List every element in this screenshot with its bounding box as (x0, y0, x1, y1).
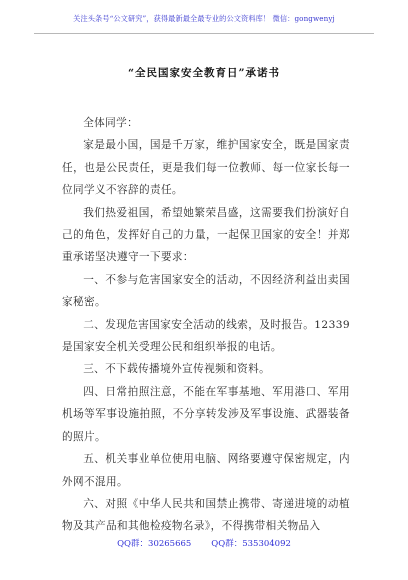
paragraph-item-3: 三、不下载传播境外宣传视频和资料。 (83, 363, 271, 376)
salutation: 全体同学： (83, 117, 139, 129)
paragraph-pledge: 我们热爱祖国，希望她繁荣昌盛，这需要我们扮演好自己的角色，发挥好自己的力量，一起保卫国家的安全！并郑重承诺坚决遵守一下要求： (62, 206, 350, 264)
paragraph-item-6: 六、对照《中华人民共和国禁止携带、寄递进境的动植物及其产品和其他检疫物名录》，不得携带相关物品入 (62, 497, 350, 533)
document-body (62, 112, 350, 538)
footer-qq-group-2: QQ群：535304092 (211, 539, 291, 549)
paragraph-item-4: 四、日常拍照注意，不能在军事基地、军用港口、军用机场等军事设施拍照，不分享转发涉及军事设施、武器装备的照片。 (62, 385, 350, 443)
document-title: “全民国家安全教育日”承诺书 (127, 67, 281, 79)
paragraph-item-2: 二、发现危害国家安全活动的线索，及时报告。12339是国家安全机关受理公民和组织举报的电话。 (62, 318, 350, 354)
paragraph-item-1: 一、不参与危害国家安全的活动，不因经济利益出卖国家秘密。 (62, 273, 350, 309)
footer-qq-group-1: QQ群：30265665 (117, 539, 192, 549)
header-promo-note: 关注头条号“公文研究”，获得最新最全最专业的公文资料库！ 微信：gongwenyj (73, 14, 335, 23)
footer-contact (0, 537, 408, 549)
paragraph-item-5: 五、机关事业单位使用电脑、网络要遵守保密规定，内外网不混用。 (62, 453, 350, 488)
paragraph-intro: 家是最小国，国是千万家，维护国家安全，既是国家责任，也是公民责任，更是我们每一位教师、每一位家长每一位同学义不容辞的责任。 (62, 139, 350, 197)
header-divider (34, 33, 374, 34)
